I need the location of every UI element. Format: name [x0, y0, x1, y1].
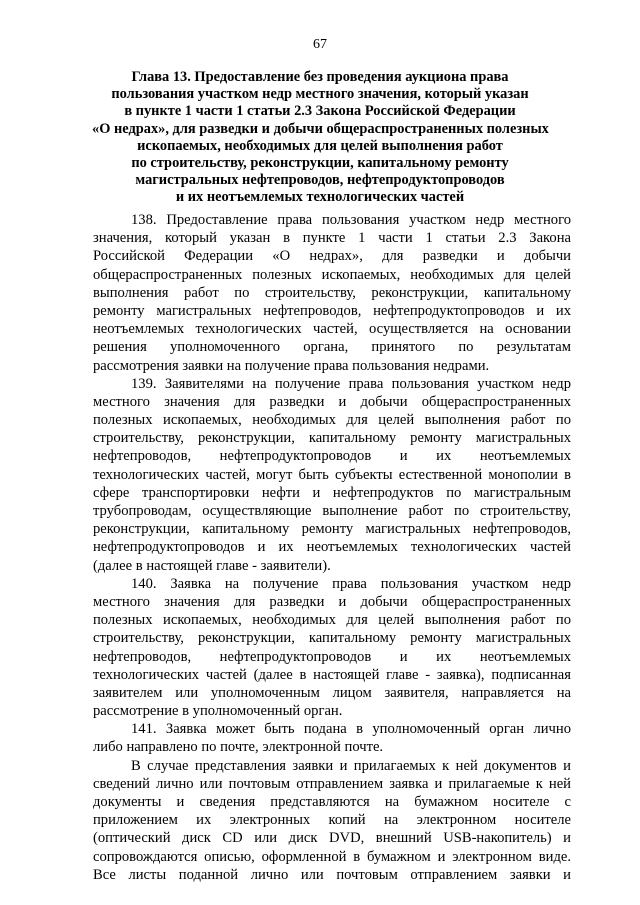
body-line: реконструкции, капитальному ремонту магистральных нефтепроводов, [93, 521, 571, 538]
heading-line: и их неотъемлемых технологических частей [175, 189, 465, 206]
body-line: 138. Предоставление права пользования участком недр местного [131, 212, 571, 228]
body-line: (оптический диск CD или диск DVD, внешний USB-накопитель) и [93, 830, 571, 847]
body-line: 141. Заявка может быть подана в уполномоченный орган лично [131, 721, 571, 738]
body-line: технологических частей (далее в настоящей главе - заявка), подписанная [93, 666, 571, 683]
body-line: документы и сведения представляются на бумажном носителе с [93, 794, 571, 810]
body-line: нефтепродуктопроводов и их неотъемлемых технологических частей [93, 539, 571, 556]
chapter-heading [92, 69, 548, 207]
body-line: приложением их электронных копий на электронном носителе [93, 812, 571, 829]
body-line: ремонту магистральных нефтепроводов, нефтепродуктопроводов и их [93, 302, 571, 319]
body-line: местного значения для разведки и добычи общераспространенных [93, 393, 571, 410]
body-line: рассмотрение в уполномоченный орган. [93, 703, 343, 720]
body-line: нефтепроводов, нефтепродуктопроводов и их неотъемлемых [93, 648, 571, 665]
body-line: выполнения работ по строительству, реконструкции, капитальному [93, 284, 571, 301]
heading-line: магистральных нефтепроводов, нефтепродуктопроводов [135, 172, 505, 189]
body-line: трубопроводам, осуществляющие выполнение работ по строительству, [93, 503, 571, 519]
heading-line: в пункте 1 части 1 статьи 2.3 Закона Российской Федерации [124, 103, 516, 120]
body-line: значения, который указан в пункте 1 части 1 статьи 2.3 Закона [93, 230, 571, 247]
heading-line: по строительству, реконструкции, капитальному ремонту [131, 155, 509, 172]
body-line: Все листы поданной лично или почтовым отправлением заявки и [93, 866, 571, 883]
body-line: заявителем или уполномоченным лицом заявителя, направляется на [93, 684, 571, 701]
body-line: либо направлено по почте, электронной почте. [93, 739, 384, 756]
body-line: неотъемлемых технологических частей, осуществляется на основании [93, 321, 571, 338]
body-line: 139. Заявителями на получение права пользования участком недр [131, 375, 571, 392]
heading-line: «О недрах», для разведки и добычи общераспространенных полезных [92, 120, 549, 137]
document-body [93, 211, 571, 884]
heading-line: ископаемых, необходимых для целей выполнения работ [137, 137, 503, 154]
body-line: сведений лично или почтовым отправлением заявка и прилагаемые к ней [93, 775, 571, 792]
body-line: сопровождаются описью, оформленной в бумажном и электронном виде. [93, 848, 571, 865]
body-line: решения уполномоченного органа, принятого по результатам [93, 339, 571, 356]
body-line: нефтепроводов, нефтепродуктопроводов и их неотъемлемых [93, 448, 571, 465]
body-line: строительству, реконструкции, капитальному ремонту магистральных [93, 430, 571, 447]
heading-line: пользования участком недр местного значения, который указан [111, 86, 529, 103]
body-line: сфере транспортировки нефти и нефтепродуктов по магистральным [93, 484, 571, 501]
body-line: полезных ископаемых, необходимых для целей выполнения работ по [93, 412, 571, 429]
page-number: 67 [313, 37, 327, 52]
body-line: общераспространенных полезных ископаемых, необходимых для целей [93, 266, 571, 283]
body-line: местного значения для разведки и добычи общераспространенных [93, 593, 571, 610]
body-line: полезных ископаемых, необходимых для целей выполнения работ по [93, 612, 571, 629]
body-line: Российской Федерации «О недрах», для разведки и добычи [93, 248, 571, 265]
body-line: технологических частей, могут быть субъекты естественной монополии в [93, 466, 571, 483]
body-line: рассмотрения заявки на получение права пользования недрами. [93, 357, 490, 374]
body-line: В случае представления заявки и прилагаемых к ней документов и [131, 757, 571, 774]
body-line: строительству, реконструкции, капитальному ремонту магистральных [93, 630, 571, 647]
body-line: (далее в настоящей главе - заявители). [93, 557, 331, 574]
heading-line: Глава 13. Предоставление без проведения аукциона права [131, 69, 509, 85]
body-line: 140. Заявка на получение права пользования участком недр [131, 575, 571, 592]
